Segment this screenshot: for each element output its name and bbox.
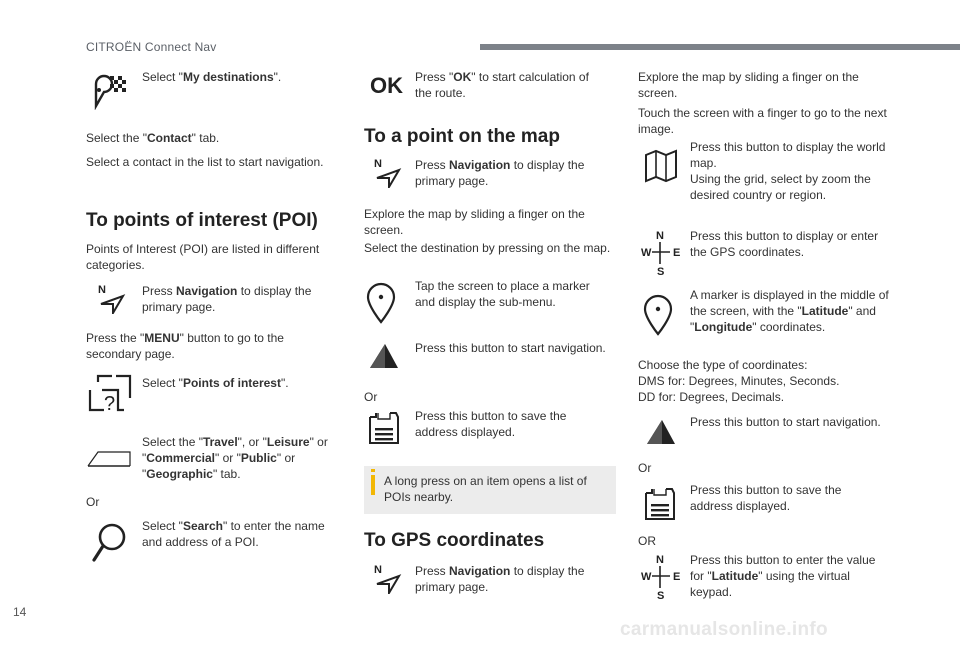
touch-text: Touch the screen with a finger to go to the next image. bbox=[638, 106, 887, 136]
contact-tab-text: Select the "Contact" tab. bbox=[86, 131, 220, 145]
explore-text-2: Explore the map by sliding a finger on the screen. bbox=[638, 70, 859, 100]
poi-heading: To points of interest (POI) bbox=[86, 210, 318, 231]
coordinate-types-text: Choose the type of coordinates: DMS for: Degrees, Minutes, Seconds. DD for: Degrees, Decimals. bbox=[638, 358, 840, 404]
compass-gps-icon bbox=[640, 228, 684, 278]
svg-text:N: N bbox=[98, 284, 106, 296]
svg-text:N: N bbox=[374, 564, 382, 576]
start-nav-text: Press this button to start navigation. bbox=[415, 341, 606, 355]
save-address-text-2: Press this button to save the address displayed. bbox=[690, 483, 842, 513]
header-bar bbox=[480, 44, 960, 50]
svg-text:?: ? bbox=[104, 393, 116, 415]
start-nav-text-2: Press this button to start navigation. bbox=[690, 415, 881, 429]
navigation-arrow-icon bbox=[97, 282, 127, 314]
map-press-nav-text: Press Navigation to display the primary page. bbox=[415, 158, 585, 188]
world-map-text: Press this button to display the world map. Using the grid, select by zoom the desired country or region. bbox=[690, 140, 886, 202]
svg-text:N: N bbox=[374, 158, 382, 170]
info-note-text: A long press on an item opens a list of POIs nearby. bbox=[384, 474, 587, 504]
svg-text:W: W bbox=[641, 571, 652, 583]
select-destination-text: Select the destination by pressing on the map. bbox=[364, 241, 611, 255]
info-note-bar bbox=[371, 475, 375, 495]
or-text: Or bbox=[364, 390, 378, 404]
checkered-flag-pin-icon bbox=[90, 74, 130, 110]
map-explore-text: Explore the map by sliding a finger on the screen. bbox=[364, 207, 585, 237]
gps-heading: To GPS coordinates bbox=[364, 530, 545, 551]
map-pin-icon bbox=[643, 294, 673, 336]
map-pin-icon bbox=[366, 282, 396, 324]
map-heading: To a point on the map bbox=[364, 126, 560, 147]
poi-press-nav-text: Press Navigation to display the primary page. bbox=[142, 284, 312, 314]
svg-text:N: N bbox=[656, 230, 664, 242]
latitude-text: Press this button to enter the value for "Latitude" using the virtual keypad. bbox=[690, 553, 876, 599]
svg-text:E: E bbox=[673, 571, 681, 583]
svg-text:S: S bbox=[657, 590, 665, 602]
ok-text: Press "OK" to start calculation of the route. bbox=[415, 70, 589, 100]
search-text: Select "Search" to enter the name and address of a POI. bbox=[142, 519, 325, 549]
triangle-arrow-icon bbox=[369, 343, 399, 369]
header-title: CITROËN Connect Nav bbox=[86, 40, 217, 54]
compass-gps-icon bbox=[640, 552, 684, 602]
marker-text: A marker is displayed in the middle of the screen, with the "Latitude" and "Longitude" coordinates. bbox=[690, 288, 889, 334]
triangle-arrow-icon bbox=[646, 419, 676, 445]
tap-marker-text: Tap the screen to place a marker and display the sub-menu. bbox=[415, 279, 590, 309]
save-disk-icon bbox=[644, 487, 676, 521]
poi-select-text: Select "Points of interest". bbox=[142, 376, 289, 390]
poi-intro-text: Points of Interest (POI) are listed in different categories. bbox=[86, 242, 320, 272]
svg-text:E: E bbox=[673, 247, 681, 259]
or-text-2: OR bbox=[638, 534, 656, 548]
navigation-arrow-icon bbox=[373, 562, 403, 594]
folded-map-icon bbox=[644, 149, 678, 183]
svg-text:S: S bbox=[657, 266, 665, 278]
navigation-arrow-icon bbox=[373, 156, 403, 188]
svg-text:W: W bbox=[641, 247, 652, 259]
save-disk-icon bbox=[368, 411, 400, 445]
info-note bbox=[364, 466, 616, 514]
select-contact-text: Select a contact in the list to start navigation. bbox=[86, 155, 324, 169]
page-number: 14 bbox=[13, 605, 27, 619]
or-text: Or bbox=[86, 495, 100, 509]
or-text: Or bbox=[638, 461, 652, 475]
poi-question-icon bbox=[88, 374, 132, 418]
my-destinations-text: Select "My destinations". bbox=[142, 70, 282, 84]
save-address-text: Press this button to save the address displayed. bbox=[415, 409, 567, 439]
gps-enter-text: Press this button to display or enter the GPS coordinates. bbox=[690, 229, 879, 259]
menu-text: Press the "MENU" button to go to the secondary page. bbox=[86, 331, 284, 361]
gps-press-nav-text: Press Navigation to display the primary page. bbox=[415, 564, 585, 594]
magnifier-icon bbox=[92, 522, 128, 564]
svg-text:N: N bbox=[656, 554, 664, 566]
info-note-marker bbox=[371, 469, 375, 472]
tab-icon bbox=[86, 448, 132, 468]
watermark: carmanualsonline.info bbox=[620, 619, 828, 640]
ok-icon: OK bbox=[370, 73, 403, 98]
tab-select-text: Select the "Travel", or "Leisure" or "Commercial" or "Public" or "Geographic" tab. bbox=[142, 435, 328, 481]
